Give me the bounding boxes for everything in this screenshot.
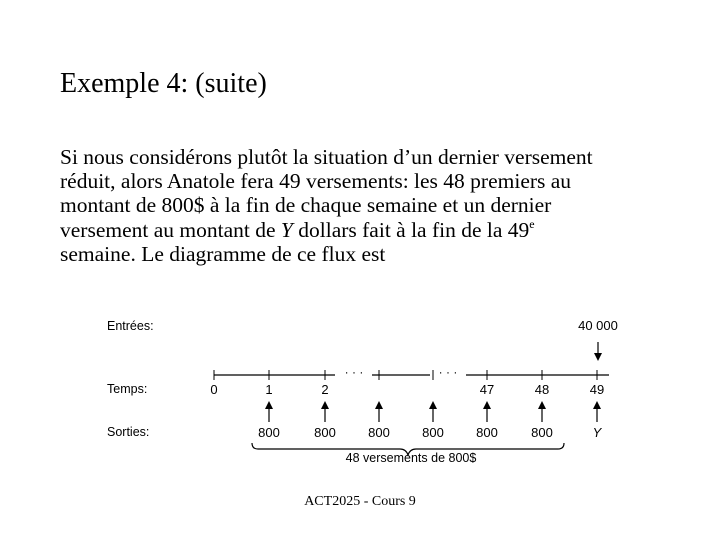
paragraph-line-4-start: versement au montant de (60, 217, 281, 242)
outflow-value: 800 (531, 425, 553, 440)
paragraph-line-3: montant de 800$ à la fin de chaque semaine et un dernier (60, 193, 552, 218)
brace-label: 48 versements de 800$ (345, 451, 477, 465)
paragraph-line-5: semaine. Le diagramme de ce flux est (60, 241, 386, 266)
time-label-49: 49 (589, 382, 605, 397)
outflow-value: 800 (422, 425, 444, 440)
time-label-0: 0 (210, 382, 218, 397)
time-label-47: 47 (479, 382, 495, 397)
row-label-sorties: Sorties: (107, 425, 150, 439)
outflow-value: 800 (368, 425, 390, 440)
slide-footer: ACT2025 - Cours 9 (304, 494, 416, 509)
inflow-value: 40 000 (578, 318, 618, 333)
outflow-value-y: Y (592, 425, 602, 440)
row-label-entrees: Entrées: (107, 319, 154, 333)
outflow-value: 800 (476, 425, 498, 440)
paragraph-line-2: réduit, alors Anatole fera 49 versements: les 48 premiers au (60, 169, 572, 194)
outflow-value: 800 (258, 425, 280, 440)
slide-title: Exemple 4: (suite) (60, 68, 267, 99)
time-label-2: 2 (321, 382, 329, 397)
time-label-48: 48 (534, 382, 550, 397)
paragraph-line-4-end: dollars fait à la fin de la 49 (292, 217, 530, 242)
row-label-temps: Temps: (107, 382, 148, 396)
time-ellipsis-2: · · · (438, 365, 458, 379)
time-label-1: 1 (265, 382, 273, 397)
variable-y: Y (280, 217, 293, 242)
time-ellipsis-1: · · · (344, 365, 364, 379)
paragraph-line-1: Si nous considérons plutôt la situation d’un dernier versement (60, 145, 593, 169)
outflow-value: 800 (314, 425, 336, 440)
ordinal-superscript: e (529, 216, 535, 231)
